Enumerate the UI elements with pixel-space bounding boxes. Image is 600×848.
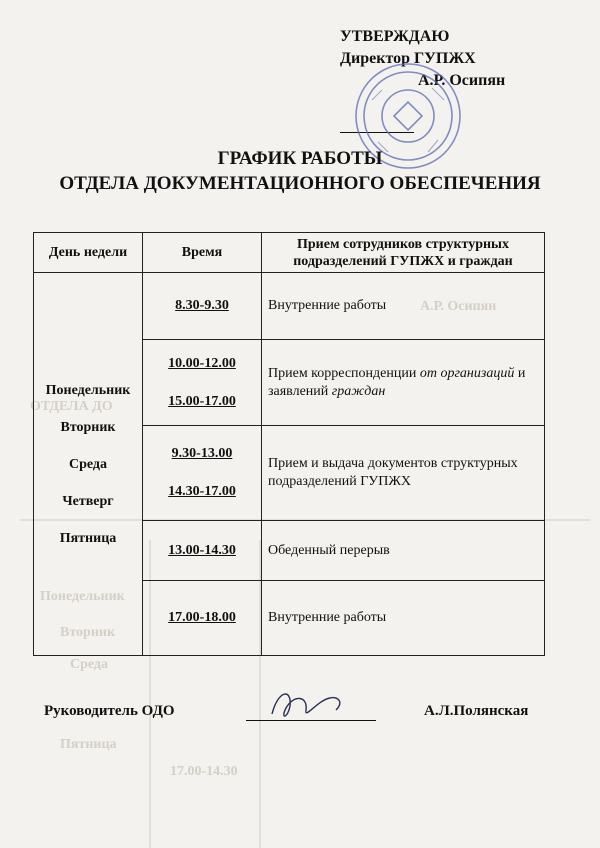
table-header-row xyxy=(34,233,545,273)
activity-text-italic: от организаций xyxy=(419,365,515,381)
activity-text-italic: граждан xyxy=(331,383,386,399)
day-thursday: Четверг xyxy=(62,493,114,509)
svg-text:17.00-14.30: 17.00-14.30 xyxy=(170,764,238,779)
header-time: Время xyxy=(143,233,262,273)
approval-heading: УТВЕРЖДАЮ xyxy=(340,28,450,45)
time-range: 17.00-18.00 xyxy=(168,610,236,625)
svg-text:ОТДЕЛА ДО: ОТДЕЛА ДО xyxy=(30,399,113,414)
day-monday: Понедельник xyxy=(45,382,131,398)
svg-text:Вторник: Вторник xyxy=(60,625,116,640)
time-range: 8.30-9.30 xyxy=(175,298,229,313)
time-cell xyxy=(143,521,262,581)
activity-text: Прием корреспонденции xyxy=(268,365,420,381)
time-cell xyxy=(143,340,262,426)
header-reception: Прием сотрудников структурных подразделений ГУПЖХ и граждан xyxy=(262,233,545,273)
day-friday: Пятница xyxy=(59,530,117,546)
svg-text:Пятница: Пятница xyxy=(60,737,117,752)
schedule-table xyxy=(33,232,545,656)
time-range: 13.00-14.30 xyxy=(168,542,236,558)
day-wednesday: Среда xyxy=(68,456,107,472)
time-range: 9.30-13.00 xyxy=(171,446,233,461)
activity-cell: Внутренние работы xyxy=(262,581,545,656)
svg-text:А.Р. Осипян: А.Р. Осипян xyxy=(420,299,497,314)
svg-text:Понедельник: Понедельник xyxy=(40,589,125,604)
time-range: 14.30-17.00 xyxy=(168,484,236,499)
activity-cell: Обеденный перерыв xyxy=(262,521,545,581)
footer-role: Руководитель ОДО xyxy=(44,703,175,719)
days-cell xyxy=(34,273,143,656)
table-row xyxy=(34,273,545,340)
handwritten-signature xyxy=(258,680,358,730)
time-cell xyxy=(143,426,262,521)
header-day: День недели xyxy=(34,233,143,273)
approval-position: Директор ГУПЖХ xyxy=(340,50,476,67)
activity-text: и заявлений xyxy=(268,365,526,399)
time-cell xyxy=(143,273,262,340)
activity-cell: Прием и выдача документов структурных подразделений ГУПЖХ xyxy=(262,426,545,521)
activity-cell: Внутренние работы xyxy=(262,273,545,340)
activity-cell xyxy=(262,340,545,426)
svg-text:Среда: Среда xyxy=(70,657,109,672)
approval-name: А.Р. Осипян xyxy=(418,72,506,89)
document-subtitle: ОТДЕЛА ДОКУМЕНТАЦИОННОГО ОБЕСПЕЧЕНИЯ xyxy=(59,173,541,194)
day-tuesday: Вторник xyxy=(60,419,116,435)
time-range: 10.00-12.00 xyxy=(168,355,236,371)
time-cell xyxy=(143,581,262,656)
footer-name: А.Л.Полянская xyxy=(424,703,529,719)
document-title: ГРАФИК РАБОТЫ xyxy=(217,148,383,169)
time-range: 15.00-17.00 xyxy=(168,393,236,409)
